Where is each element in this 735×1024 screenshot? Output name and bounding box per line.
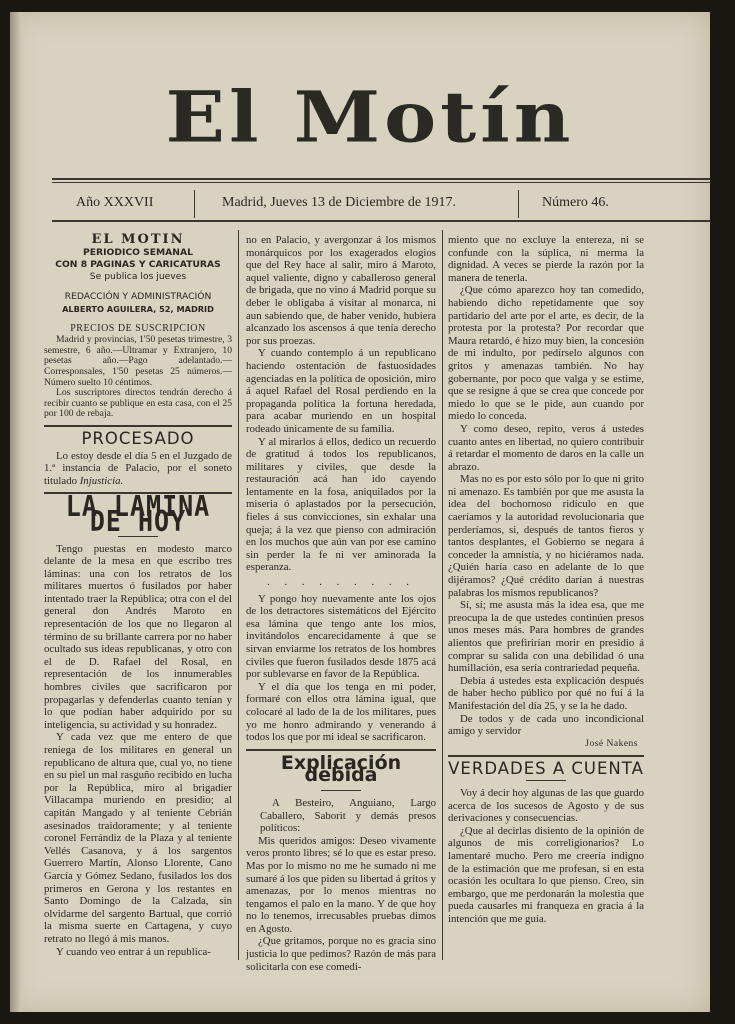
- procesado-text: Lo estoy desde el día 5 en el Juzgado de 1.ª instancia de Palacio, por el soneto titulado Injusticia.: [44, 449, 232, 487]
- col3-p2: ¿Que cómo aparezco hoy tan comedido, habiendo dicho repetidamente que soy partidario del arte por el arte, es decir, de la protesta por la protesta? Por recordar que Maura retardó, é hizo muy bien, la concesión de mi indulto, por pedírselo algunos con gritos y amenazas también. No hay gobernante, por poco que valga y se estime, que se resigne á que se crea que concede por miedo lo que se le pide, aun cuando por miedo lo conceda.: [448, 284, 644, 423]
- col3-p1: miento que no excluye la entereza, ni se confunde con la súplica, ni merma la dignidad. A veces se pierde la razón por la manera de tenerla.: [448, 234, 644, 284]
- page-spine: [10, 12, 22, 1012]
- col3-p9: ¿Que al decirlas disiento de la opinión de algunos de mis correligionarios? Lo lamentaré mucho. Pero me creería indigno de la estimación que me profesan, si en esta ocasión les ocultara lo que pienso. Creo, sin embargo, que me perdonarán la molestia que pueda causarles mi franqueza en gracia á la intención que me guía.: [448, 824, 644, 925]
- info-sub2: CON 8 PAGINAS Y CARICATURAS: [55, 258, 221, 270]
- explicacion-dedication: A Besteiro, Anguiano, Largo Caballero, Saborit y demás presos políticos:: [260, 796, 436, 835]
- col3-p6: Debía á ustedes esta explicación después de haber hecho público por qué no fuí á la Manifestación del día 25, y se la he dado.: [448, 674, 644, 712]
- prices-title: PRECIOS DE SUSCRIPCION: [70, 322, 206, 334]
- lamina-p3: Y cuando veo entrar á un republica-: [56, 945, 211, 958]
- col3-p4: Mas no es por esto sólo por lo que ni grito ni amenazo. Es también por que me asusta la idea del bochornoso ridículo en que caeríamos y la autoridad revolucionaria que perderíamos, si, después de tantos fieros y tantos desplantes, el Gobierno se negara á conceder la amnistía, y no hiciéramos nada. ¿Quién haría caso en adelante de lo que dijéramos? ¿Qué crédito darían á nuestras palabras los mismos republicanos?: [448, 473, 644, 599]
- col3-p7: De todos y de cada uno incondicional amigo y servidor: [448, 712, 644, 738]
- column-3: [448, 234, 644, 925]
- col3-p3: Y como deseo, repito, veros á ustedes cuanto antes en libertad, no quiero contribuir á retardar el momento de daros en la calle un abrazo.: [448, 422, 644, 473]
- year-label: Año XXXVII: [76, 195, 154, 210]
- issue-number: Número 46.: [542, 195, 609, 210]
- col2-p1: no en Palacio, y avergonzar á los mismos monárquicos por los exagerados elogios que del Rey hace al salir, miro á Maroto, aquel valiente, digno y caballeroso general de brigada, que no vino á Madrid porque su deber le obligaba á visitar al monarca, ni aun sabiendo que, de haber venido, hubiera alcanzado los ascensos á que tenía derecho por sus proezas.: [246, 234, 436, 347]
- top-rule-thin: [52, 182, 710, 183]
- lamina-p2: Y cada vez que me entero de que reniega de los militares en general un republicano de altura que, cual yo, no tiene en su piel un mal rasguño recibido en lucha por la República, miro al brigadier Villacampa muriendo en presidio; al capitán Mangado y al teniente Cebrián asesinados traidoramente; y al teniente coronel Ferrándiz de la Plaza y al teniente Vellés Casanova, y á los sargentos Guerrero Martín, Alonso Llorente, Cano García y Gómez Sedano, fusilados los dos primeros en Gerona y los restantes en Santo Domingo de la Calzada, sin olvidarme del sargento Bartual, que corrió la misma suerte en Cartagena, y cuyo retrato no llegó á mis manos.: [44, 731, 232, 945]
- column-2: [246, 234, 436, 973]
- column-divider-1: [238, 230, 239, 960]
- procesado-heading: PROCESADO: [81, 428, 195, 448]
- newspaper-page: [10, 12, 710, 1012]
- top-rule: [52, 178, 710, 180]
- col2-p5: Y el día que los tenga en mi poder, formaré con ellos otra lámina igual, que colocaré al lado de la de los militares, pues yo me honro admirando y venerando á todos los que por mi ideal se sacrificaron.: [246, 680, 436, 744]
- col2-p3: Y al mirarlos á ellos, dedico un recuerdo de gratitud á todos los republicanos, militares y civiles, que desde la restauración acá han ido cayendo lentamente en la fosa, aniquilados por la miseria ó aplastados por la persecución, fieles á sus convicciones, sin exhalar una queja; á la vez que pienso con admiración en los muchos que aún van por ese camino sin perder la fe ni ver aminorada la esperanza.: [246, 435, 436, 574]
- info-sub3: Se publica los jueves: [89, 270, 187, 282]
- prices-note: Los suscriptores directos tendrán derecho á recibir cuanto se publique en esta casa, con el 25 por 100 de rebaja.: [44, 387, 232, 420]
- explicacion-heading: Explicación debida: [280, 751, 402, 787]
- info-title: EL MOTIN: [91, 232, 185, 247]
- col3-p5: Sí, sí; me asusta más la idea esa, que me preocupa la de que ustedes continúen presos unos meses más. Para hombres de grandes alientos que prefirirían morir en presidio á comprar su salida con una debilidad ó una humillación, esa sería contrariedad pequeña.: [448, 599, 644, 675]
- signature: José Nakens: [585, 738, 638, 749]
- lamina-heading: LA LAMINA DE HOY: [65, 490, 211, 538]
- column-1: [44, 234, 232, 958]
- col3-p8: Voy á decir hoy algunas de las que guardo acerca de los sucesos de Agosto y de sus derivaciones y consecuencias.: [448, 786, 644, 825]
- lamina-p1: Tengo puestas en modesto marco delante de la mesa en que escribo tres láminas: una con los retratos de los militares muertos ó fusilados por haber intentado traer la República; otra con el del general don Andrés Maroto en representación de los que no llegaron al término de su brillante carrera por no haber ocultado sus ideas republicanas, y otro con el de D. Rafael del Rosal, en representación de los innumerables hombres civiles que sacrificaron por propagarlas y defenderlas cuanto tenían y lo que podían haber adquirido por su inteligencia, su actividad y su honradez.: [44, 542, 232, 731]
- date-label: Madrid, Jueves 13 de Diciembre de 1917.: [222, 195, 457, 210]
- col2-p7: ¿Que gritamos, porque no es gracia sino justicia lo que pedimos? Razón de más para solicitarla con ese comedi-: [246, 935, 436, 973]
- col2-p2: Y cuando contemplo á un republicano haciendo ostentación de fastuosidades agenciadas en la política de oposición, miro á aquel Rafael del Rosal perdiendo en la propaganda política la fortuna heredada, para acabar muriendo en un hospital rodeado únicamente de su familia.: [246, 347, 436, 435]
- column-divider-2: [442, 230, 443, 960]
- admin-title: REDACCIÓN Y ADMINISTRACIÓN: [64, 290, 212, 302]
- verdades-heading: VERDADES A CUENTA: [448, 759, 644, 779]
- masthead-title: El Motín: [165, 76, 575, 159]
- info-sub1: PERIODICO SEMANAL: [83, 246, 193, 258]
- prices-text: Madrid y provincias, 1'50 pesetas trimestre, 3 semestre, 6 año.—Ultramar y Extranjero, 10 pesetas año.—Pago adelantado.—Corresponsales, 1'50 pesetas 25 números.—Número suelto 10 céntimos.: [44, 334, 232, 388]
- dateline: [52, 186, 710, 220]
- col2-p6: Mis queridos amigos: Deseo vivamente veros pronto libres; sé lo que es estar preso. Mas por lo mismo no me he sumado ni me sumaré á los que piden su libertad á gritos y amenazas, por lo menos mientras no tengamos el palo en la mano. Y de que hoy no lo tenemos, irrecusables pruebas dimos en Agosto.: [246, 834, 436, 935]
- separator-dots: . . . . . . . . .: [267, 576, 415, 589]
- admin-address: ALBERTO AGUILERA, 52, MADRID: [62, 303, 214, 314]
- col2-p4: Y pongo hoy nuevamente ante los ojos de los detractores sistemáticos del Ejército esa lámina que tengo ante los míos, invitándolos encarecidamente á que se sirvan enviarme los retratos de los hombres civiles que fueron fusilados desde 1875 acá por sublevarse en favor de la República.: [246, 592, 436, 681]
- dateline-bottom-rule: [52, 220, 710, 222]
